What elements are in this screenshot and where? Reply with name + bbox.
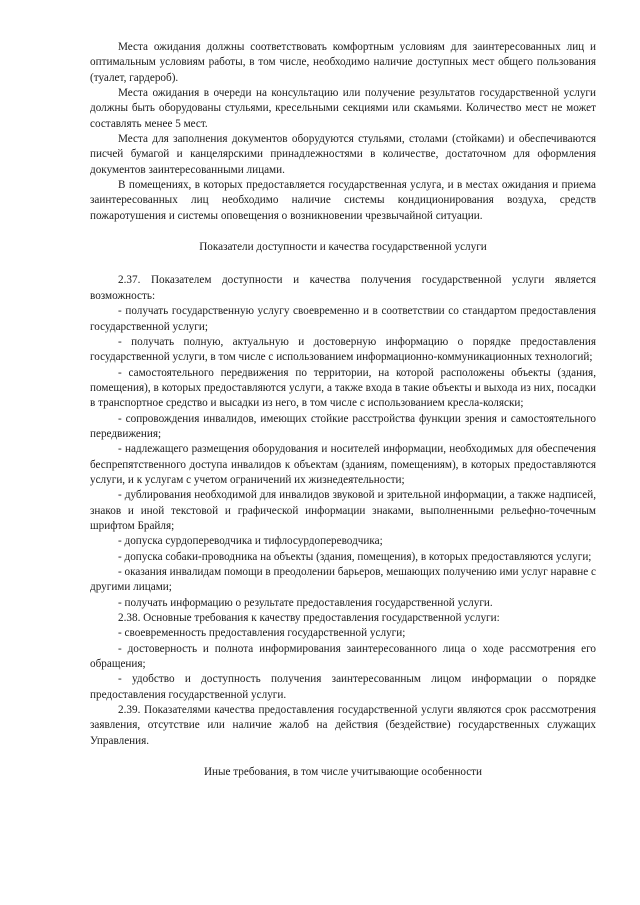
spacer bbox=[90, 749, 596, 765]
paragraph-queue-seating: Места ожидания в очереди на консультацию или получение результатов государственной услуги должны быть оборудованы стульями, кресельными секциями или скамьями. Количество мест не может составлять менее 5 мест. bbox=[90, 87, 596, 130]
paragraph-2-37: 2.37. Показателем доступности и качества получения государственной услуги является возможность: bbox=[90, 274, 596, 302]
paragraph-2-39: 2.39. Показателями качества предоставления государственной услуги являются срок рассмотрения заявления, отсутствие или наличие жалоб на действия (бездействие) государственных служащих Управления. bbox=[90, 704, 596, 747]
paragraph-form-filling-places: Места для заполнения документов оборудуются стульями, столами (стойками) и обеспечиваются писчей бумагой и канцелярскими принадлежностями в количестве, достаточном для оформления документов заинтересованными лицами. bbox=[90, 133, 596, 176]
list-item: - достоверность и полнота информирования заинтересованного лица о ходе рассмотрения его обращения; bbox=[90, 642, 596, 671]
spacer bbox=[90, 224, 596, 240]
list-item: - самостоятельного передвижения по территории, на которой расположены объекты (здания, помещения), в которых предоставляются услуги, а также входа в такие объекты и выхода из них, посадки в транспортное средство и высадки из него, в том числе с использованием кресла-коляски; bbox=[90, 366, 596, 410]
list-item: - надлежащего размещения оборудования и носителей информации, необходимых для обеспечения беспрепятственного доступа инвалидов к объектам (зданиям, помещениям), в которых предоставляются услуги, и к услугам с учетом ограничений их жизнедеятельности; bbox=[90, 443, 596, 486]
section-heading-other-requirements: Иные требования, в том числе учитывающие особенности bbox=[203, 766, 483, 779]
list-item: - удобство и доступность получения заинтересованным лицом информации о порядке предоставления государственной услуги. bbox=[90, 673, 596, 701]
list-item: - получать информацию о результате предоставления государственной услуги. bbox=[118, 596, 493, 609]
list-item: - дублирования необходимой для инвалидов звуковой и зрительной информации, а также надписей, знаков и иной текстовой и графической информации знаками, выполненными рельефно-точечным шрифтом Брайля; bbox=[90, 489, 596, 532]
paragraph-waiting-places: Места ожидания должны соответствовать комфортным условиям для заинтересованных лиц и оптимальным условиям работы, в том числе, необходимо наличие доступных мест общего пользования (туалет, гардероб). bbox=[90, 41, 596, 84]
list-item: - своевременность предоставления государственной услуги; bbox=[118, 627, 406, 640]
document-page bbox=[90, 40, 596, 780]
list-item: - допуска сурдопереводчика и тифлосурдопереводчика; bbox=[118, 535, 383, 548]
section-heading-accessibility: Показатели доступности и качества государственной услуги bbox=[199, 241, 487, 254]
paragraph-2-38: 2.38. Основные требования к качеству предоставления государственной услуги: bbox=[118, 612, 500, 625]
spacer bbox=[90, 255, 596, 273]
list-item: - оказания инвалидам помощи в преодолении барьеров, мешающих получению ими услуг наравне с другими лицами; bbox=[90, 566, 596, 594]
paragraph-premises-systems: В помещениях, в которых предоставляется государственная услуга, и в местах ожидания и приема заинтересованных лиц необходимо наличие системы кондиционирования воздуха, средств пожаротушения и системы оповещения о возникновении чрезвычайной ситуации. bbox=[90, 179, 596, 222]
list-item: - допуска собаки-проводника на объекты (здания, помещения), в которых предоставляются услуги; bbox=[118, 550, 592, 563]
list-item: - сопровождения инвалидов, имеющих стойкие расстройства функции зрения и самостоятельного передвижения; bbox=[90, 412, 596, 440]
list-item: - получать государственную услугу своевременно и в соответствии со стандартом предоставления государственной услуги; bbox=[90, 305, 596, 333]
list-item: - получать полную, актуальную и достоверную информацию о порядке предоставления государственной услуги, в том числе с использованием информационно-коммуникационных технологий; bbox=[90, 335, 596, 364]
